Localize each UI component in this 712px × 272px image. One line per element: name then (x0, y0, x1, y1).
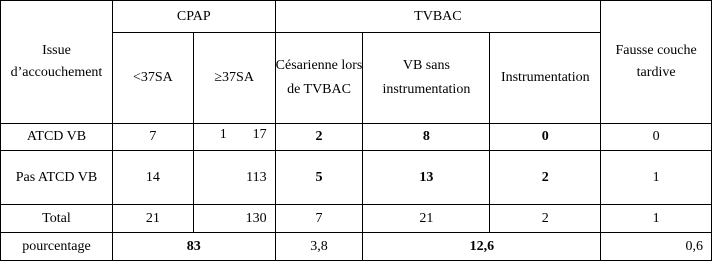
cell-fausse-couche: 0 (601, 124, 712, 151)
cell-vb-sans: 8 (363, 124, 490, 151)
cell-ge37 (193, 124, 275, 151)
cell-fausse-couche-pct: 0,6 (601, 233, 712, 261)
ge37-header: ≥37SA (193, 33, 275, 124)
cell-ge37: 130 (193, 205, 275, 233)
cell-lt37: 7 (112, 124, 193, 151)
table-row (1, 151, 712, 205)
issue-header: Issue d’accouchement (1, 1, 113, 124)
cell-cpap-pct: 83 (112, 233, 275, 261)
cell-cesarienne: 5 (275, 151, 363, 205)
cell-ge37-part-a: 1 (219, 127, 227, 142)
cell-ge37-part-b: 17 (252, 127, 267, 142)
cell-cesarienne: 2 (275, 124, 363, 151)
row-label: Pas ATCD VB (1, 151, 113, 205)
lt37-header: <37SA (112, 33, 193, 124)
cell-cesarienne: 7 (275, 205, 363, 233)
table-row (1, 124, 712, 151)
cell-instrumentation: 2 (490, 151, 601, 205)
cell-instrumentation: 2 (490, 205, 601, 233)
vb-sans-header: VB sans instrumentation (363, 33, 490, 124)
instrumentation-header: Instrumentation (490, 33, 601, 124)
fausse-couche-header: Fausse couche tardive (601, 1, 712, 124)
cell-cesarienne-pct: 3,8 (275, 233, 363, 261)
cell-vb-sans: 13 (363, 151, 490, 205)
cell-vb-sans: 21 (363, 205, 490, 233)
cpap-header: CPAP (112, 1, 275, 33)
row-label: pourcentage (1, 233, 113, 261)
cell-lt37: 21 (112, 205, 193, 233)
cell-vb-instr-pct: 12,6 (363, 233, 601, 261)
cell-instrumentation: 0 (490, 124, 601, 151)
cesarienne-header: Césarienne lors de TVBAC (275, 33, 363, 124)
row-label: Total (1, 205, 113, 233)
cell-lt37: 14 (112, 151, 193, 205)
cell-fausse-couche: 1 (601, 205, 712, 233)
table-row (1, 205, 712, 233)
cell-ge37: 113 (193, 151, 275, 205)
row-label: ATCD VB (1, 124, 113, 151)
table-row (1, 233, 712, 261)
cell-fausse-couche: 1 (601, 151, 712, 205)
tvbac-header: TVBAC (275, 1, 601, 33)
